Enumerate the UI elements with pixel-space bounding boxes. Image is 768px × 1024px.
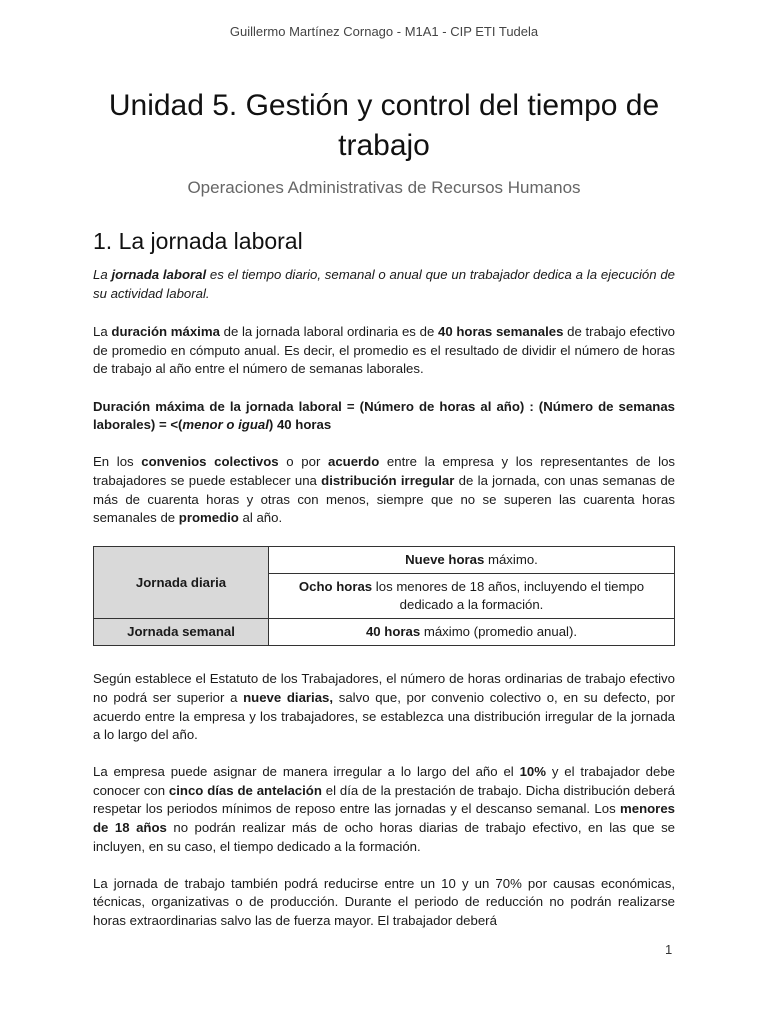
- table-cell: [269, 619, 675, 646]
- text-run: y el trabajador debe conocer con: [93, 764, 676, 798]
- table-cell: [269, 547, 675, 574]
- text-run: salvo que, por convenio colectivo o, en su defecto, por acuerdo entre la empresa y los trabajadores, se establezca una distribución irregular de la jornada a lo largo del año.: [93, 689, 676, 743]
- text-run: La: [93, 267, 112, 282]
- text-run: La empresa puede asignar de manera irregular a lo largo del año el: [93, 764, 520, 780]
- italic-term: menor o igual: [182, 417, 269, 433]
- bold-term: acuerdo: [327, 454, 380, 470]
- table-label-cell: Jornada diaria: [94, 547, 269, 619]
- text-run: Según establece el Estatuto de los Trabajadores, el número de horas ordinarias de trabajo efectivo no podrá ser superior a: [93, 671, 675, 705]
- text-run: La jornada de trabajo también podrá reducirse entre un 10 y un 70% por causas económicas, técnicas, organizativas o de producción. Durante el periodo de reducción no podrán realizarse horas extraordinarias salvo las de fuerza mayor. El trabajador deberá: [93, 875, 675, 929]
- table-cell: [269, 574, 675, 619]
- page-header: Guillermo Martínez Cornago - M1A1 - CIP ETI Tudela: [229, 24, 539, 39]
- bold-term: jornada laboral: [111, 267, 207, 282]
- bold-term: cinco días de antelación: [168, 782, 322, 798]
- bold-term: Ocho horas: [298, 579, 373, 595]
- text-run: no podrán realizar más de ocho horas diarias de trabajo efectivo, en las que se incluyen, en su caso, el tiempo dedicado a la formación.: [93, 820, 675, 854]
- paragraph-reduccion: [93, 875, 675, 931]
- table-row: [94, 547, 675, 574]
- document-title: Unidad 5. Gestión y control del tiempo de trabajo: [108, 89, 660, 162]
- paragraph-estatuto: [93, 670, 675, 744]
- text-run: máximo.: [484, 552, 538, 568]
- paragraph-irregular: [93, 763, 675, 856]
- text-run: Duración máxima de la jornada laboral = (Número de horas al año) : (Número de semanas laborales) = <(: [93, 398, 675, 433]
- body-content: [93, 266, 675, 949]
- text-run: En los: [93, 454, 142, 470]
- bold-term: 40 horas: [365, 624, 421, 640]
- table-row: [94, 619, 675, 646]
- bold-term: promedio: [178, 510, 239, 526]
- page-number: 1: [665, 942, 673, 957]
- text-run: los menores de 18 años, incluyendo el tiempo dedicado a la formación.: [372, 579, 645, 613]
- jornada-table: [93, 546, 675, 646]
- text-run: o por: [278, 454, 328, 470]
- bold-term: 40 horas semanales: [437, 324, 564, 340]
- text-run: de la jornada laboral ordinaria es de: [219, 324, 438, 340]
- bold-term: convenios colectivos: [141, 454, 279, 470]
- text-run: La: [93, 324, 112, 340]
- text-run: al año.: [238, 510, 283, 526]
- text-run: máximo (promedio anual).: [420, 624, 578, 640]
- paragraph-formula: [93, 398, 675, 435]
- text-run: de la jornada, con unas semanas de más de cuarenta horas y otras con menos, siempre que no se superen las cuarenta horas semanales de: [93, 472, 675, 526]
- bold-term: 10%: [519, 764, 546, 780]
- paragraph-duracion: [93, 323, 675, 379]
- paragraph-convenios: [93, 453, 675, 527]
- text-run: de trabajo efectivo de promedio en cómputo anual. Es decir, el promedio es el resultado de dividir el número de horas de trabajo al año entre el número de semanas laborales.: [93, 324, 675, 377]
- bold-term: distribución irregular: [321, 472, 455, 488]
- bold-term: menores de 18 años: [93, 801, 675, 836]
- text-run: entre la empresa y los representantes de los trabajadores se puede establecer una: [93, 454, 676, 488]
- bold-term: duración máxima: [111, 324, 220, 340]
- paragraph-definition: [93, 266, 675, 303]
- text-run: es el tiempo diario, semanal o anual que un trabajador dedica a la ejecución de su actividad laboral.: [93, 267, 675, 301]
- text-run: el día de la prestación de trabajo. Dicha distribución deberá respetar los periodos mínimos de reposo entre las jornadas y el descanso semanal. Los: [93, 782, 675, 817]
- section-heading: 1. La jornada laboral: [93, 228, 303, 254]
- bold-term: Nueve horas: [405, 552, 485, 568]
- document-subtitle: Operaciones Administrativas de Recursos Humanos: [187, 178, 581, 197]
- table-label-cell: Jornada semanal: [94, 619, 269, 646]
- bold-term: nueve diarias,: [243, 689, 334, 705]
- text-run: ) 40 horas: [268, 417, 332, 433]
